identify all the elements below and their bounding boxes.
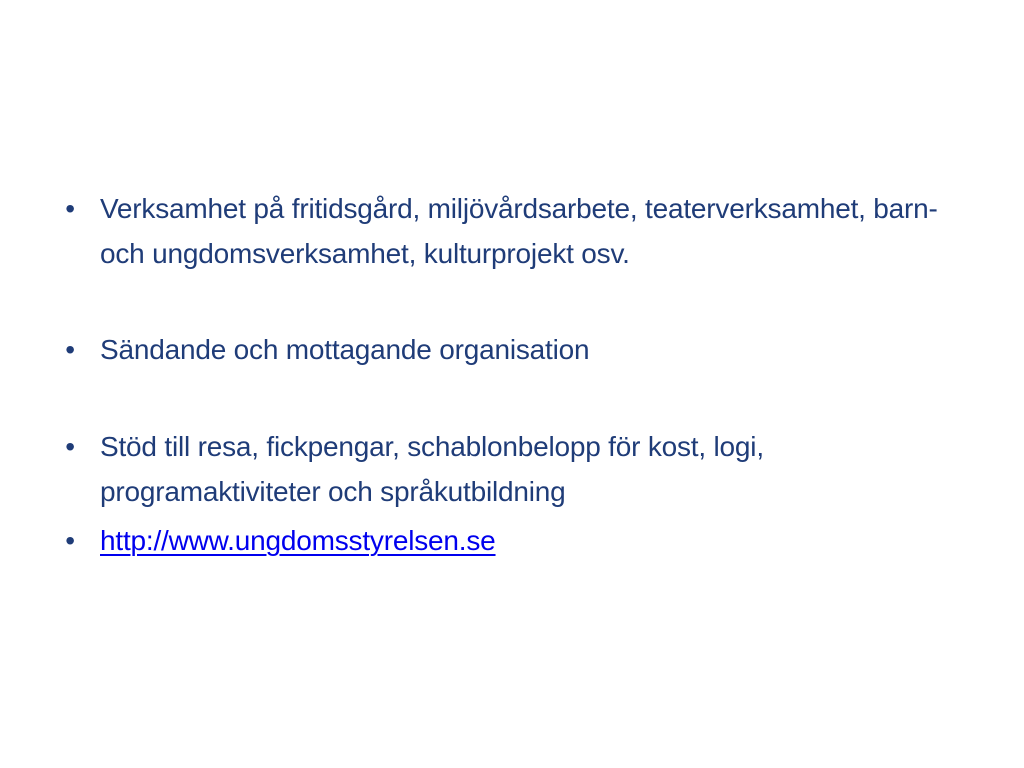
website-link[interactable]: http://www.ungdomsstyrelsen.se <box>100 525 496 556</box>
bullet-item <box>58 518 958 563</box>
bullet-icon: • <box>65 334 75 365</box>
bullet-icon: • <box>65 193 75 224</box>
bullet-item <box>58 424 958 514</box>
bullet-text: Stöd till resa, fickpengar, schablonbelopp för kost, logi, programaktiviteter och språkutbildning <box>100 431 764 507</box>
bullet-icon: • <box>65 431 75 462</box>
bullet-item <box>58 327 958 372</box>
bullet-item <box>58 186 958 276</box>
bullet-list <box>58 186 958 563</box>
bullet-text: Sändande och mottagande organisation <box>100 334 590 365</box>
bullet-icon: • <box>65 525 75 556</box>
bullet-text: Verksamhet på fritidsgård, miljövårdsarbete, teaterverksamhet, barn- och ungdomsverksamhet, kulturprojekt osv. <box>100 193 938 269</box>
